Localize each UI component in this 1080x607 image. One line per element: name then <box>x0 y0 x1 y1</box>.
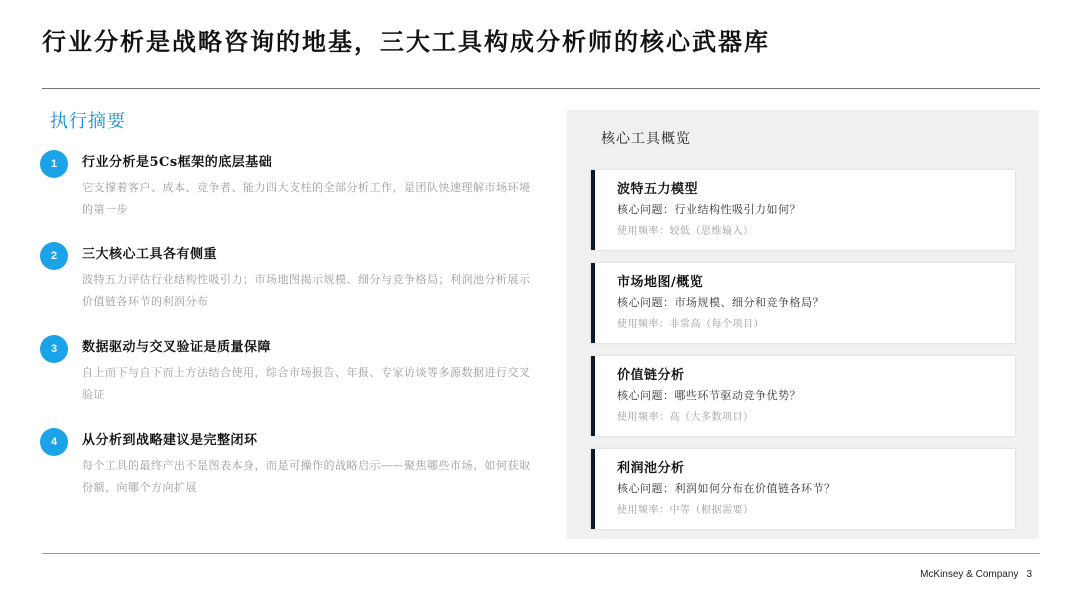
point-description: 每个工具的最终产出不是图表本身，而是可操作的战略启示——聚焦哪些市场、如何获取份额、向哪个方向扩展 <box>82 459 531 494</box>
point-description: 波特五力评估行业结构性吸引力；市场地图揭示规模、细分与竞争格局；利润池分析展示价值链各环节的利润分布 <box>82 273 531 308</box>
card-title: 波特五力模型 <box>617 182 699 197</box>
card-title: 市场地图/概览 <box>617 275 704 290</box>
tool-card-value-chain <box>591 356 1015 436</box>
point-title: 三大核心工具各有侧重 <box>82 247 218 262</box>
point-description: 自上而下与自下而上方法结合使用，综合市场报告、年报、专家访谈等多源数据进行交叉验证 <box>82 366 531 401</box>
panel-title: 核心工具概览 <box>601 131 691 147</box>
number-badge: 1 <box>40 150 68 178</box>
bottom-divider <box>42 553 1040 554</box>
card-frequency: 使用频率：非常高（每个项目） <box>617 319 764 330</box>
card-title: 利润池分析 <box>617 461 685 476</box>
page-number: 3 <box>1026 569 1032 580</box>
card-frequency: 使用频率：高（大多数项目） <box>617 412 754 423</box>
card-question: 核心问题：哪些环节驱动竞争优势？ <box>617 389 801 402</box>
summary-heading: 执行摘要 <box>50 111 126 132</box>
card-frequency: 使用频率：中等（根据需要） <box>617 505 754 516</box>
point-title: 从分析到战略建议是完整闭环 <box>82 433 258 448</box>
number-badge: 2 <box>40 242 68 270</box>
number-badge: 4 <box>40 428 68 456</box>
tool-card-porter <box>591 170 1015 250</box>
card-question: 核心问题：利润如何分布在价值链各环节？ <box>617 482 836 495</box>
point-title: 数据驱动与交叉验证是质量保障 <box>82 340 272 355</box>
footer <box>920 569 1032 580</box>
tool-card-profit-pool <box>591 449 1015 529</box>
company-name: McKinsey & Company <box>920 569 1019 580</box>
point-title: 行业分析是5Cs框架的底层基础 <box>82 155 273 170</box>
card-question: 核心问题：行业结构性吸引力如何？ <box>617 203 801 216</box>
card-accent-bar <box>591 263 595 343</box>
point-description: 它支撑着客户、成本、竞争者、能力四大支柱的全部分析工作，是团队快速理解市场环境的第一步 <box>82 181 531 216</box>
top-divider <box>42 88 1040 89</box>
number-badge: 3 <box>40 335 68 363</box>
card-accent-bar <box>591 449 595 529</box>
page-title: 行业分析是战略咨询的地基，三大工具构成分析师的核心武器库 <box>42 28 770 56</box>
card-frequency: 使用频率：较低（思维输入） <box>617 226 754 237</box>
card-accent-bar <box>591 356 595 436</box>
card-accent-bar <box>591 170 595 250</box>
card-title: 价值链分析 <box>617 368 685 383</box>
card-question: 核心问题：市场规模、细分和竞争格局？ <box>617 296 824 309</box>
tools-panel <box>567 110 1039 539</box>
tool-card-market-map <box>591 263 1015 343</box>
